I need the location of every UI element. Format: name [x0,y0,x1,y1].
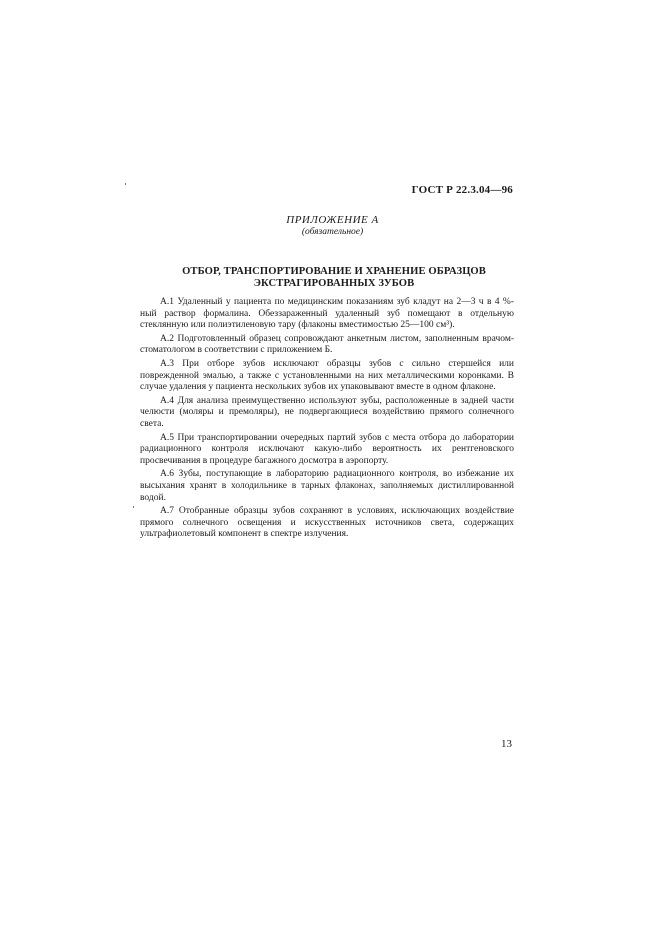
paragraph-a3: А.3 При отборе зубов исключают образцы зубов с сильно стершейся или поврежденной эмалью, а также с установленными на них металлическими коронками. В случае удаления у пациента нескольких зубов их упаковывают вместе в одном флаконе. [140,358,514,393]
section-heading-line-1: ОТБОР, ТРАНСПОРТИРОВАНИЕ И ХРАНЕНИЕ ОБРАЗЦОВ [182,266,486,277]
scan-speck [133,506,134,508]
paragraph-a6: А.6 Зубы, поступающие в лабораторию радиационного контроля, во избежание их высыхания хранят в холодильнике в тарных флаконах, заполняемых дистиллированной водой. [140,469,514,503]
appendix-status: (обязательное) [301,227,364,237]
paragraph-a5: А.5 При транспортировании очередных партий зубов с места отбора до лаборатории радиационного контроля исключают какую-либо вероятность их рентгеновского просвечивания в процедуре багажного досмотра в аэропорту. [140,432,514,466]
paragraph-a2: А.2 Подготовленный образец сопровождают анкетным листом, заполненным врачом-стоматологом в соответствии с приложением Б. [140,333,514,356]
section-body [140,297,514,543]
standard-code: ГОСТ Р 22.3.04—96 [411,184,513,196]
section-heading-line-2: ЭКСТРАГИРОВАННЫХ ЗУБОВ [253,278,415,289]
section-heading [160,266,508,290]
appendix-title: ПРИЛОЖЕНИЕ А [286,214,379,226]
paragraph-a4: А.4 Для анализа преимущественно используют зубы, расположенные в задней части челюсти (моляры и премоляры), не подвергающиеся воздействию прямого солнечного света. [140,395,514,429]
scan-speck [125,183,126,185]
paragraph-a7: А.7 Отобранные образцы зубов сохраняют в условиях, исключающих воздействие прямого солнечного освещения и искусственных источников света, содержащих ультрафиолетовый компонент в спектре излучения. [140,506,514,540]
appendix-header [0,214,661,237]
paragraph-a1: А.1 Удаленный у пациента по медицинским показаниям зуб кладут на 2—3 ч в 4 %-ный раствор формалина. Обеззараженный удаленный зуб помещают в отдельную стеклянную или полиэтиленовую тару (флаконы вместимостью 25—100 см³). [140,297,514,331]
page-number: 13 [501,738,512,750]
